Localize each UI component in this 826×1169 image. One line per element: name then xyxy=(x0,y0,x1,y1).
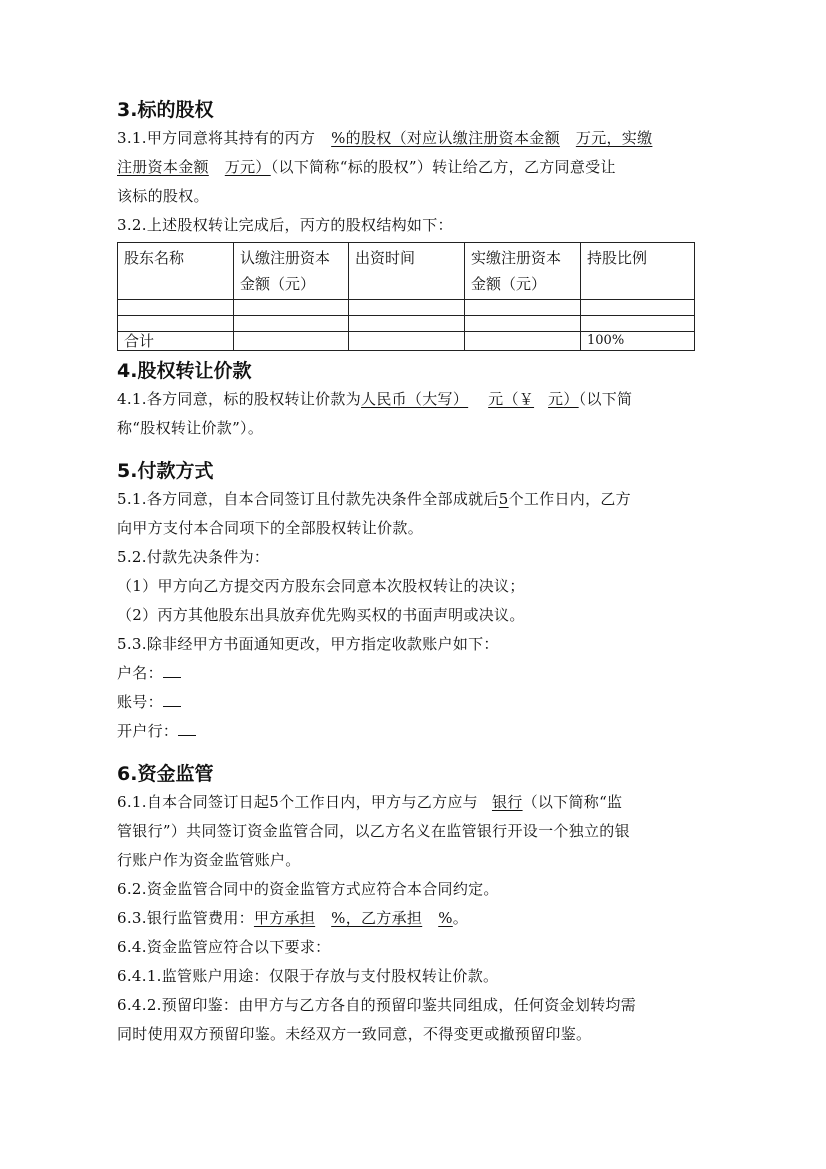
underlined-bank: 银行 xyxy=(491,793,523,811)
clause-5-1-line-1: 5.1.各方同意，自本合同签订且付款先决条件全部成就后5个工作日内，乙方 xyxy=(117,490,631,508)
section-5-title: 5.付款方式 xyxy=(117,460,214,482)
clause-4-1-line-1: 4.1.各方同意，标的股权转让价款为人民币（大写） 元（￥ 元）（以下简 xyxy=(117,390,633,408)
table-row xyxy=(118,316,695,332)
clause-6-4: 6.4.资金监管应符合以下要求： xyxy=(117,938,331,956)
underlined-fee-split: 甲方承担 %，乙方承担 % xyxy=(253,909,453,927)
condition-1: （1）甲方向乙方提交丙方股东会同意本次股权转让的决议； xyxy=(117,577,525,595)
clause-3-1-line-1: 3.1.甲方同意将其持有的丙方 %的股权（对应认缴注册资本金额 万元，实缴 xyxy=(117,129,653,147)
clause-3-2: 3.2.上述股权转让完成后，丙方的股权结构如下： xyxy=(117,216,453,234)
document-page xyxy=(117,96,717,1049)
clause-6-3: 6.3.银行监管费用：甲方承担 %，乙方承担 %。 xyxy=(117,909,469,927)
underlined-days: 5 xyxy=(498,490,509,508)
underlined-share-ratio: %的股权（对应认缴注册资本金额 万元，实缴 xyxy=(331,129,653,147)
underlined-paid-capital: 注册资本金额 万元） xyxy=(117,158,271,176)
clause-3-1-line-3: 该标的股权。 xyxy=(117,187,209,205)
header-subscribed-capital: 认缴注册资本 金额（元） xyxy=(234,243,349,300)
blank-line xyxy=(178,720,196,736)
underlined-transfer-price: 人民币（大写） 元（￥ 元） xyxy=(361,390,579,408)
blank-line xyxy=(163,662,181,678)
table-header-row xyxy=(118,243,695,300)
clause-6-1-line-2: 管银行”）共同签订资金监管合同，以乙方名义在监管银行开设一个独立的银 xyxy=(117,822,630,840)
total-label: 合计 xyxy=(118,332,234,351)
clause-6-4-2-line-1: 6.4.2.预留印鉴：由甲方与乙方各自的预留印鉴共同组成，任何资金划转均需 xyxy=(117,996,637,1014)
table-row xyxy=(118,300,695,316)
header-share-ratio: 持股比例 xyxy=(581,243,695,300)
clause-5-1-line-2: 向甲方支付本合同项下的全部股权转让价款。 xyxy=(117,519,424,537)
header-shareholder-name: 股东名称 xyxy=(118,243,234,300)
header-contribution-time: 出资时间 xyxy=(349,243,465,300)
table-total-row xyxy=(118,332,695,351)
account-number-line: 账号： xyxy=(117,688,717,717)
shareholding-table xyxy=(117,242,695,351)
blank-line xyxy=(163,691,181,707)
clause-6-2: 6.2.资金监管合同中的资金监管方式应符合本合同约定。 xyxy=(117,880,499,898)
clause-3-1-line-2: 注册资本金额 万元）（以下简称“标的股权”）转让给乙方，乙方同意受让 xyxy=(117,158,616,176)
condition-2: （2）丙方其他股东出具放弃优先购买权的书面声明或决议。 xyxy=(117,606,525,624)
total-ratio: 100% xyxy=(581,332,695,351)
account-bank-line: 开户行： xyxy=(117,717,717,746)
clause-4-1-line-2: 称“股权转让价款”）。 xyxy=(117,419,264,437)
clause-5-3: 5.3.除非经甲方书面通知更改，甲方指定收款账户如下： xyxy=(117,635,499,653)
header-paid-capital: 实缴注册资本 金额（元） xyxy=(465,243,581,300)
section-3-title: 3.标的股权 xyxy=(117,99,214,121)
clause-6-1-line-3: 行账户作为资金监管账户。 xyxy=(117,851,301,869)
clause-5-2: 5.2.付款先决条件为： xyxy=(117,548,270,566)
section-4-title: 4.股权转让价款 xyxy=(117,360,252,382)
account-name-line: 户名： xyxy=(117,659,717,688)
section-6-title: 6.资金监管 xyxy=(117,763,214,785)
clause-6-4-1: 6.4.1.监管账户用途：仅限于存放与支付股权转让价款。 xyxy=(117,967,499,985)
clause-6-1-line-1: 6.1.自本合同签订日起5个工作日内，甲方与乙方应与 银行（以下简称“监 xyxy=(117,793,623,811)
clause-6-4-2-line-2: 同时使用双方预留印鉴。未经双方一致同意，不得变更或撤预留印鉴。 xyxy=(117,1025,592,1043)
